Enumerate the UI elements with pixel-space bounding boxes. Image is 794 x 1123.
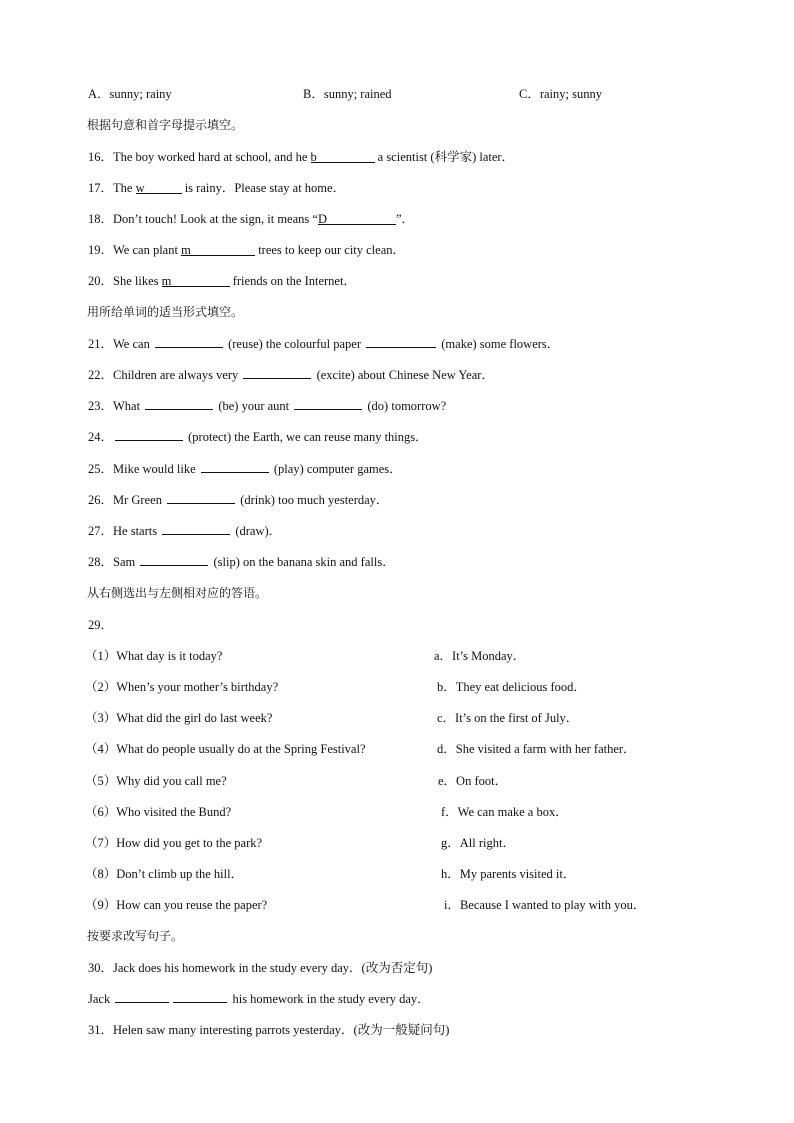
answer-blank[interactable] [173,990,227,1003]
question-19: 19．We can plant m trees to keep our city clean． [88,243,406,257]
answer-blank[interactable] [201,460,269,473]
answer-blank[interactable]: m [162,274,230,287]
match-left-5: （5）Why did you call me? [85,774,227,788]
answer-blank[interactable] [243,366,311,379]
answer-blank[interactable]: w [136,181,182,194]
option-a: A．sunny; rainy [88,87,172,101]
question-25: 25．Mike would like (play) computer games． [88,462,402,476]
match-left-7: （7）How did you get to the park? [85,836,263,850]
match-right-a: a．It’s Monday． [434,649,526,663]
match-left-1: （1）What day is it today? [85,649,223,663]
question-24: 24． (protect) the Earth, we can reuse many things． [88,430,428,444]
match-right-e: e．On foot． [438,774,508,788]
section-heading-matching: 从右侧选出与左侧相对应的答语。 [87,586,268,600]
question-26: 26．Mr Green (drink) too much yesterday． [88,493,389,507]
match-right-g: g．All right． [441,836,515,850]
match-left-2: （2）When’s your mother’s birthday? [85,680,279,694]
question-22: 22．Children are always very (excite) about Chinese New Year． [88,368,494,382]
section-heading-word-form: 用所给单词的适当形式填空。 [87,305,244,319]
match-left-8: （8）Don’t climb up the hill． [85,867,244,881]
question-21: 21．We can (reuse) the colourful paper (make) some flowers． [88,337,560,351]
question-30-answer-line: Jack his homework in the study every day． [88,992,430,1006]
section-heading-initial-letter: 根据句意和首字母提示填空。 [87,118,244,132]
answer-blank[interactable] [145,397,213,410]
answer-blank[interactable] [162,522,230,535]
question-16: 16．The boy worked hard at school, and he b a scientist (科学家) later． [88,150,515,164]
match-right-b: b．They eat delicious food． [437,680,586,694]
answer-blank[interactable] [140,553,208,566]
answer-blank[interactable] [115,428,183,441]
answer-blank[interactable] [167,491,235,504]
question-29-number: 29． [88,618,114,632]
question-18: 18．Don’t touch! Look at the sign, it means “D ”． [88,212,415,226]
option-b: B．sunny; rained [303,87,392,101]
answer-blank[interactable] [366,335,436,348]
match-left-6: （6）Who visited the Bund? [85,805,232,819]
question-17: 17．The w is rainy．Please stay at home． [88,181,346,195]
match-left-4: （4）What do people usually do at the Spring Festival? [85,742,366,756]
question-27: 27．He starts (draw)． [88,524,282,538]
answer-blank[interactable]: b [311,150,375,163]
question-23: 23．What (be) your aunt (do) tomorrow? [88,399,447,413]
match-right-h: h．My parents visited it． [441,867,576,881]
match-right-c: c．It’s on the first of July． [437,711,579,725]
answer-blank[interactable]: m [181,243,255,256]
match-right-d: d．She visited a farm with her father． [437,742,636,756]
section-heading-rewrite: 按要求改写句子。 [87,929,184,943]
match-right-i: i．Because I wanted to play with you． [444,898,646,912]
match-left-3: （3）What did the girl do last week? [85,711,273,725]
question-20: 20．She likes m friends on the Internet． [88,274,356,288]
question-28: 28．Sam (slip) on the banana skin and falls． [88,555,395,569]
answer-blank[interactable]: D [318,212,396,225]
answer-blank[interactable] [115,990,169,1003]
match-left-9: （9）How can you reuse the paper? [85,898,268,912]
option-c: C．rainy; sunny [519,87,602,101]
answer-blank[interactable] [294,397,362,410]
match-right-f: f．We can make a box． [441,805,568,819]
answer-blank[interactable] [155,335,223,348]
question-30: 30．Jack does his homework in the study every day．(改为否定句) [88,961,433,975]
question-31: 31．Helen saw many interesting parrots yesterday．(改为一般疑问句) [88,1023,450,1037]
